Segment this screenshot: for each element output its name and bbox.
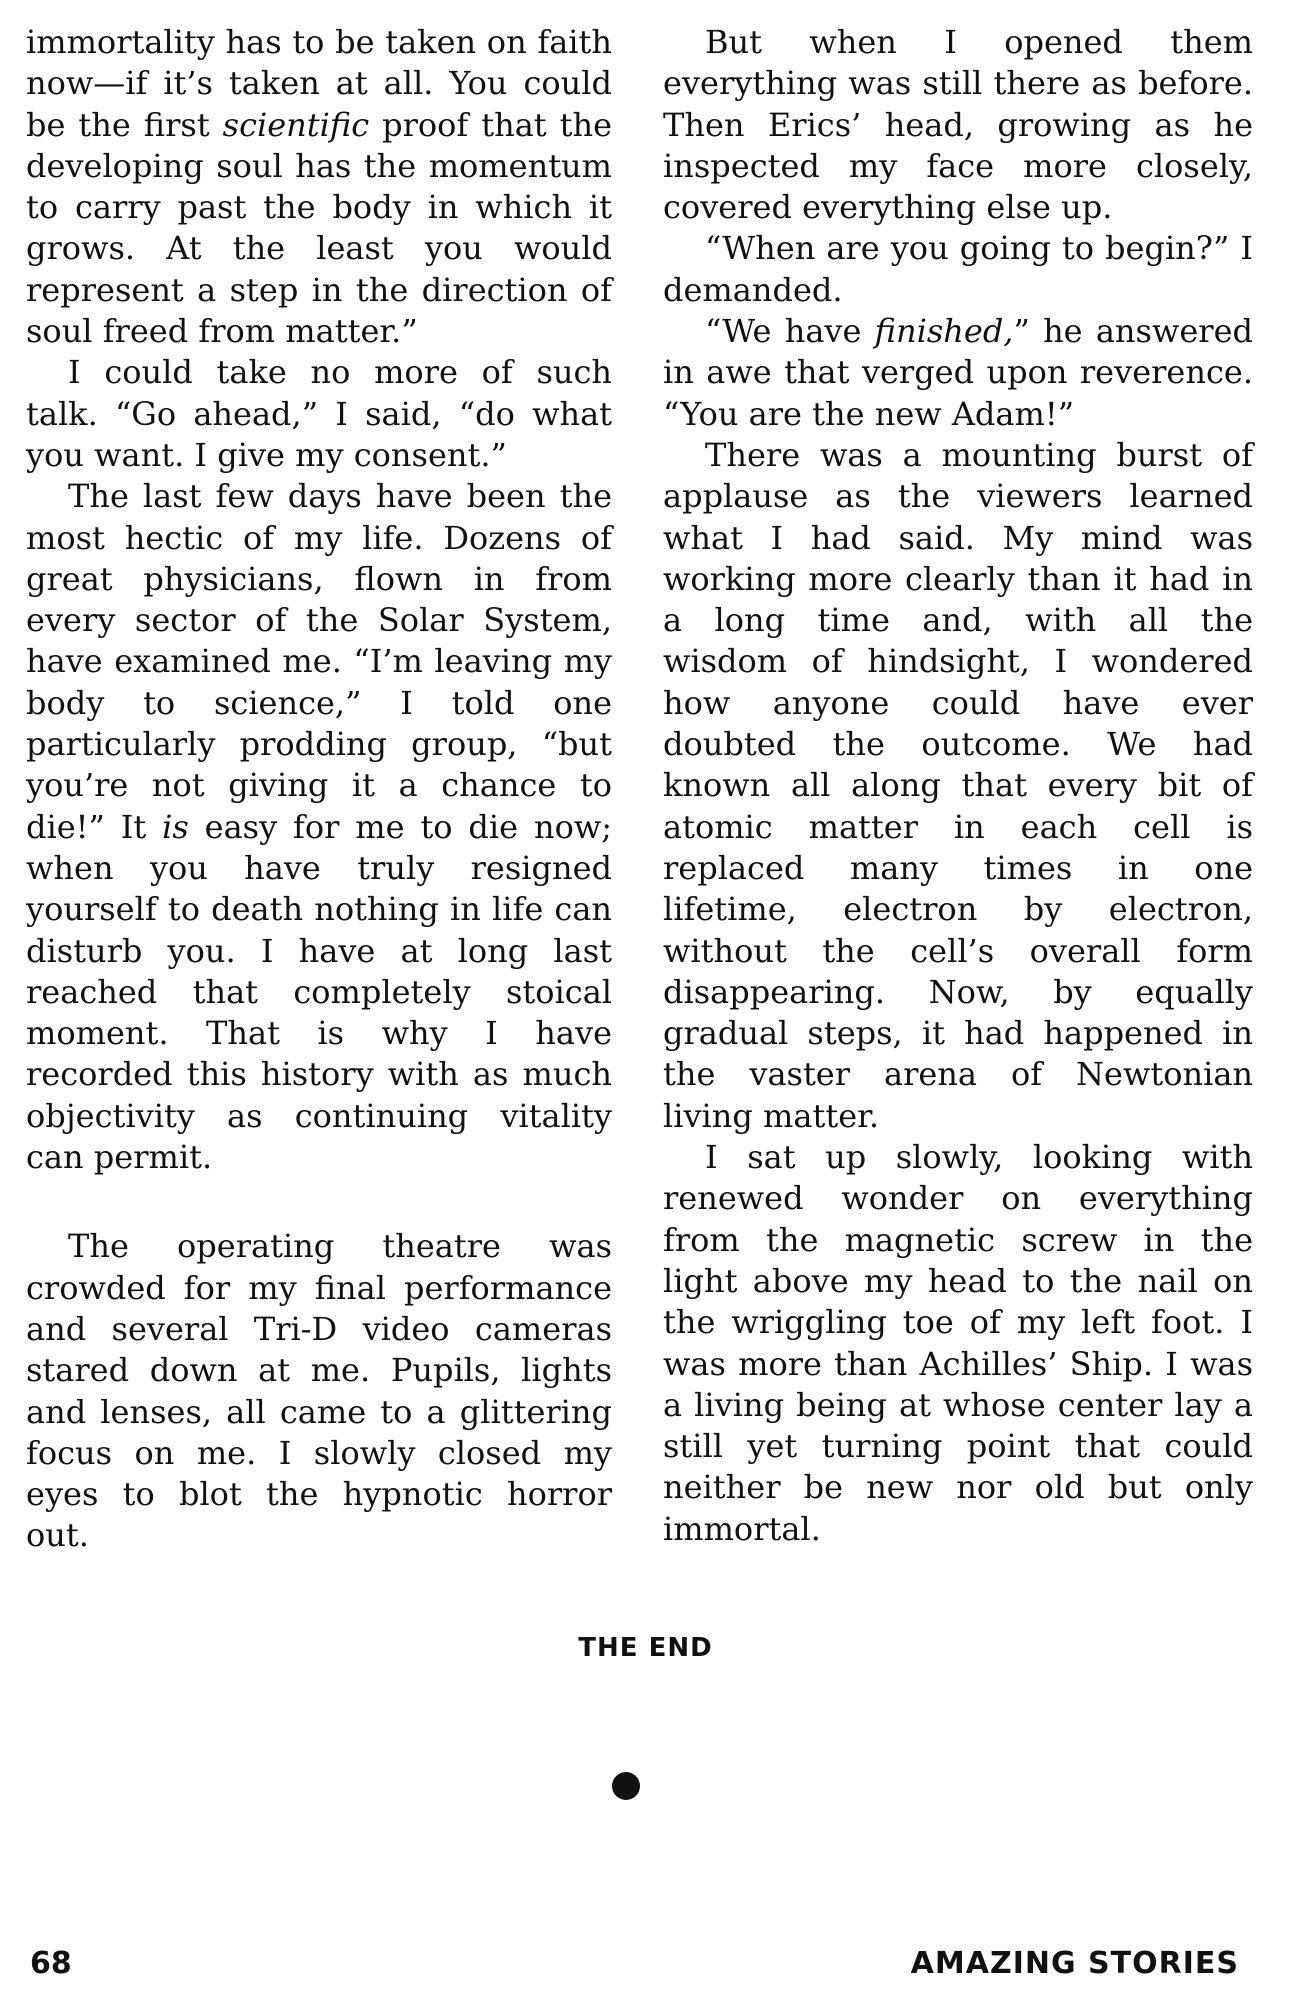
left-paragraph-3: The last few days have been the most hectic of my life. Dozens of great physicians, flown in from every sector of the Solar System, have examined me. “I’m leaving my body to science,” I told one particularly prodding group, “but you’re not giving it a chance to die!” It is easy for me to die now; when you have truly resigned yourself to death nothing in life can disturb you. I have at long last reached that completely stoical moment. That is why I have recorded this history with as much objectivity as continuing vitality can permit.: [26, 477, 612, 1177]
right-paragraph-1: But when I opened them everything was still there as before. Then Erics’ head, growing as he inspected my face more closely, covered everything else up.: [663, 23, 1253, 227]
page-number: 68: [30, 1946, 72, 1981]
the-end-label: THE END: [578, 1633, 713, 1663]
section-dot-ornament: [612, 1772, 640, 1800]
right-column: [663, 22, 1253, 1550]
right-paragraph-5: I sat up slowly, looking with renewed wonder on everything from the magnetic screw in the light above my head to the nail on the wriggling toe of my left foot. I was more than Achilles’ Ship. I was a living being at whose center lay a still yet turning point that could neither be new nor old but only immortal.: [663, 1138, 1253, 1548]
emphasis-finished: finished,: [874, 312, 1014, 351]
emphasis-scientific: scientific: [222, 105, 370, 144]
right-paragraph-3: “We have finished,” he answered in awe that verged upon reverence. “You are the new Adam!”: [663, 312, 1254, 433]
left-column: [26, 22, 612, 1557]
right-paragraph-4: There was a mounting burst of applause as the viewers learned what I had said. My mind was working more clearly than it had in a long time and, with all the wisdom of hindsight, I wondered how anyone could have ever doubted the outcome. We had known all along that every bit of atomic matter in each cell is replaced many times in one lifetime, electron by electron, without the cell’s overall form disappearing. Now, by equally gradual steps, it had happened in the vaster arena of Newtonian living matter.: [663, 435, 1253, 1135]
left-paragraph-1: immortality has to be taken on faith now—if it’s taken at all. You could be the first scientific proof that the developing soul has the momentum to carry past the body in which it grows. At the least you would represent a step in the direction of soul freed from matter.”: [26, 23, 613, 351]
emphasis-is: is: [162, 807, 189, 846]
left-paragraph-2: I could take no more of such talk. “Go ahead,” I said, “do what you want. I give my consent.”: [26, 353, 612, 474]
left-paragraph-4: The operating theatre was crowded for my final performance and several Tri-D video cameras stared down at me. Pupils, lights and lenses, all came to a glittering focus on me. I slowly closed my eyes to blot the hypnotic horror out.: [26, 1227, 612, 1555]
right-paragraph-2: “When are you going to begin?” I demanded.: [663, 229, 1253, 309]
magazine-title: AMAZING STORIES: [910, 1946, 1239, 1981]
